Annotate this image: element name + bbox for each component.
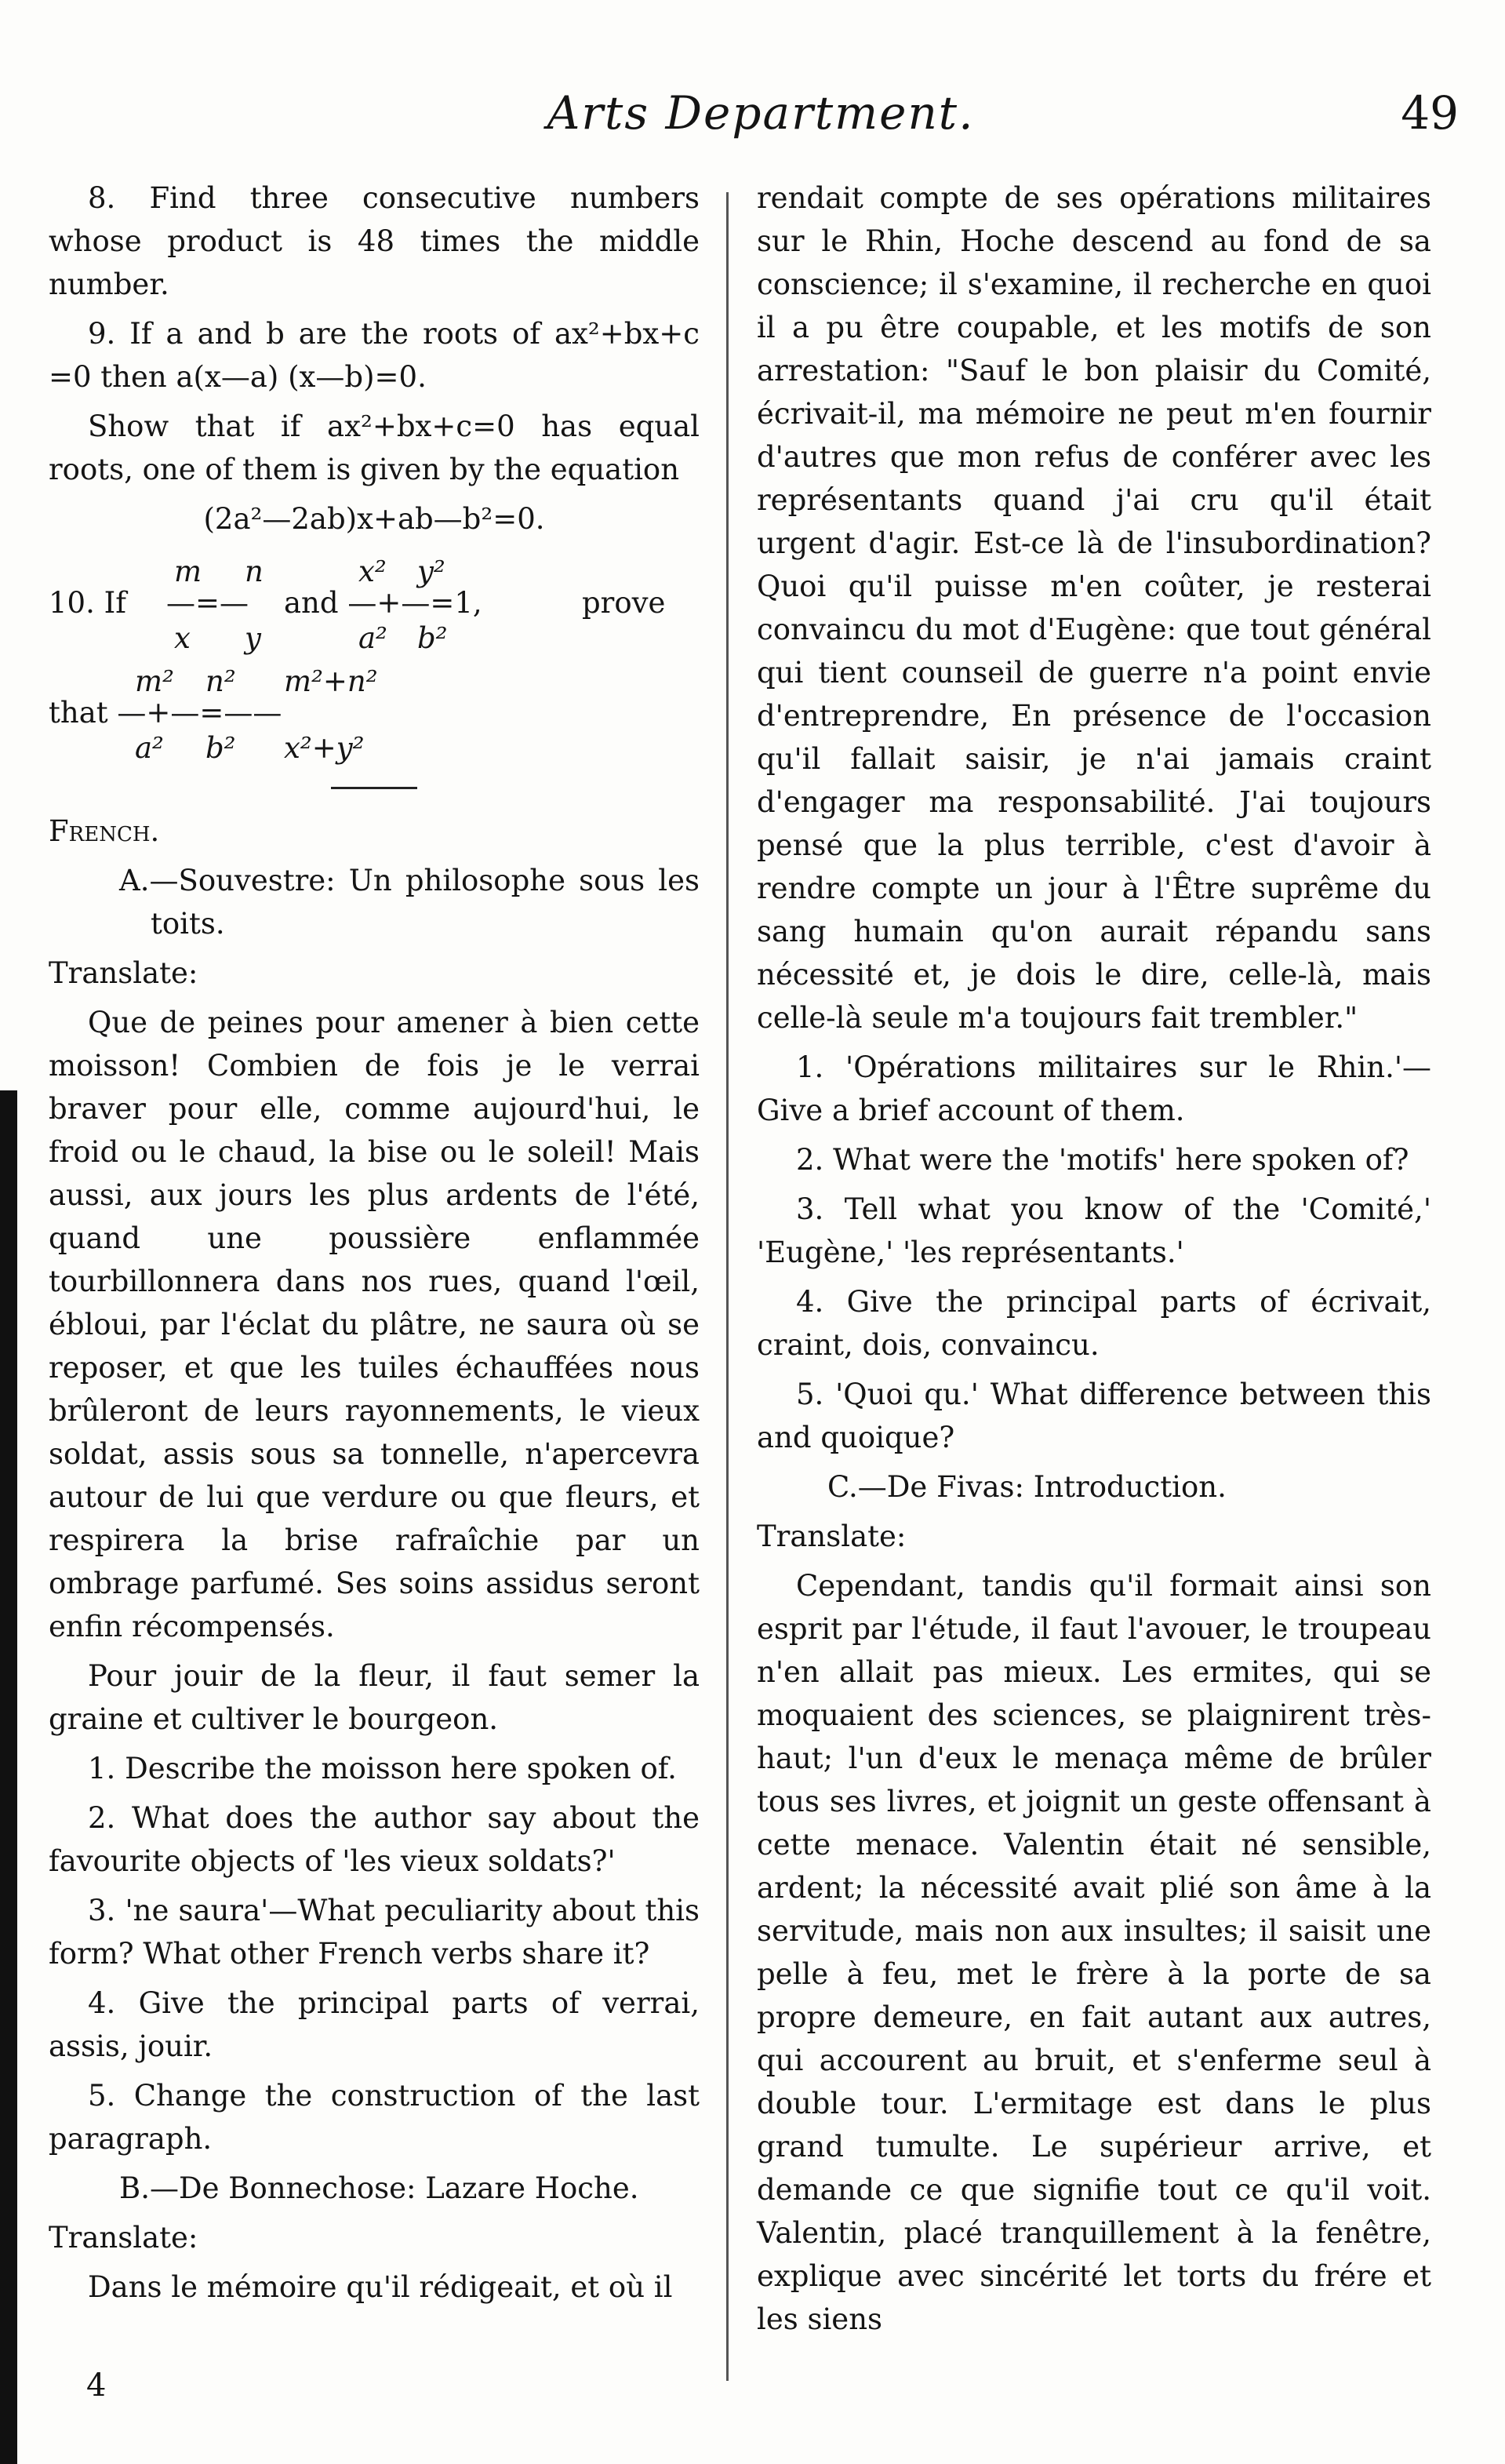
section-c-heading: C.—De Fivas: Introduction. <box>827 1470 1227 1504</box>
q10-that: that —+—=—— <box>49 696 282 730</box>
frac-a2: a² <box>358 621 387 655</box>
frac-n: n <box>245 555 264 588</box>
running-title: Arts Department. <box>547 86 975 140</box>
passage-b-continued: rendait compte de ses opérations militaires sur le Rhin, Hoche descend au fond de sa conscience; il s'examine, il recherche en quoi il a pu être coupable, et les motifs de son arrestation: "Sauf le bon plaisir du Comité, écrivait-il, ma mémoire ne peut m'en fournir d'autres que mon refus de conférer avec les représentants quand j'ai cru qu'il était urgent d'agir. Est-ce là de l'insubordination? Quoi qu'il puisse m'en coûter, je resterai convaincu du mot d'Eugène: que tout général qui tient counseil de guerre n'a point envie d'entreprendre, En présence de l'occasion qu'il fallait saisir, je n'ai jamais craint d'engager ma responsabilité. J'ai toujours pensé que la plus terrible, c'est d'avoir à rendre compte un jour à l'Être suprême du sang humain qu'on aurait répandu sans nécessité et, je dois le dire, celle-là, mais celle-là seule m'a toujours fait trembler." <box>757 181 1431 1035</box>
passage-a: Que de peines pour amener à bien cette moisson! Combien de fois je le verrai braver pour elle, comme aujourd'hui, le froid ou le chaud, la bise ou le soleil! Mais aussi, aux jours les plus ardents de l'été, quand une poussière enflammée tourbillonnera dans nos rues, quand l'œil, ébloui, par l'éclat du plâtre, ne saura où se reposer, et que les tuiles échauffées nous brûleront de leurs rayonnements, le vieux soldat, assis sous sa tonnelle, n'apercevra autour de lui que verdure ou que fleurs, et respirera la brise rafraîchie par un ombrage parfumé. Ses soins assidus seront enfin récompensés. <box>49 1006 700 1643</box>
question-b3: 3. Tell what you know of the 'Comité,' 'Eugène,' 'les représentants.' <box>757 1192 1431 1269</box>
q10-prove: prove <box>582 586 666 620</box>
passage-c: Cependant, tandis qu'il formait ainsi son esprit par l'étude, il faut l'avouer, le troupeau n'en allait pas mieux. Les ermites, qui se moquaient des sciences, se plaignirent très-haut; l'un d'eux le menaça même de brûler tous ses livres, et joignit un geste offensant à cette menace. Valentin était né sensible, ardent; la nécessité avait plié son âme à la servitude, mais non aux insultes; il saisit une pelle à feu, met le frère à la porte de sa propre demeure, en fait autant aux autres, qui accourent au bruit, et s'enferme seul à double tour. L'ermitage est dans le plus grand tumulte. Le supérieur arrive, et demande ce que signifie tout ce qu'il voit. Valentin, placé tranquillement à la fenêtre, explique avec sincérité let torts du frére et les siens <box>757 1569 1431 2336</box>
question-9-equation: (2a²—2ab)x+ab—b²=0. <box>203 502 545 536</box>
frac-m2: m² <box>135 664 174 698</box>
question-a5: 5. Change the construction of the last paragraph. <box>49 2079 700 2156</box>
question-b4: 4. Give the principal parts of écrivait, craint, dois, convaincu. <box>757 1285 1431 1362</box>
question-9: 9. If a and b are the roots of ax²+bx+c =0 then a(x—a) (x—b)=0. <box>49 317 700 394</box>
frac-b2: b² <box>417 621 448 655</box>
q10-and: and —+—=1, <box>284 586 482 620</box>
passage-b-start: Dans le mémoire qu'il rédigeait, et où il <box>88 2270 673 2304</box>
frac-n2: n² <box>205 664 236 698</box>
translate-label-c: Translate: <box>757 1520 907 1553</box>
question-b1: 1. 'Opérations militaires sur le Rhin.'—Give a brief account of them. <box>757 1050 1431 1127</box>
left-column <box>49 177 700 2315</box>
translate-label-b: Translate: <box>49 2221 198 2255</box>
q10-equals: —=— <box>166 586 249 620</box>
frac-b2-bottom: b² <box>205 731 236 765</box>
section-b-heading: B.—De Bonnechose: Lazare Hoche. <box>119 2171 639 2205</box>
question-9-part-b: Show that if ax²+bx+c=0 has equal roots, one of them is given by the equation <box>49 409 700 486</box>
section-a-heading: A.—Souvestre: Un philosophe sous les toits. <box>119 864 700 941</box>
page-header <box>63 86 1459 157</box>
question-8: 8. Find three consecutive numbers whose product is 48 times the middle number. <box>49 181 700 301</box>
question-b2: 2. What were the 'motifs' here spoken of? <box>796 1143 1409 1177</box>
scan-edge-shadow <box>0 1090 17 2464</box>
question-b5: 5. 'Quoi qu.' What difference between this and quoique? <box>757 1378 1431 1454</box>
translate-label-a: Translate: <box>49 956 198 990</box>
question-a3: 3. 'ne saura'—What peculiarity about this form? What other French verbs share it? <box>49 1894 700 1971</box>
question-10-fractions <box>49 550 700 770</box>
question-a2: 2. What does the author say about the favourite objects of 'les vieux soldats?' <box>49 1801 700 1878</box>
column-divider <box>726 192 729 2381</box>
frac-x: x <box>174 621 191 655</box>
frac-x2: x² <box>358 555 387 588</box>
frac-m2n2: m²+n² <box>284 664 378 698</box>
section-rule <box>331 787 417 789</box>
page-number: 49 <box>1401 86 1459 140</box>
q10-label: 10. If <box>49 586 126 620</box>
frac-x2y2: x²+y² <box>284 731 365 765</box>
frac-y2: y² <box>417 555 445 588</box>
french-label: French. <box>49 814 160 848</box>
passage-a-last: Pour jouir de la fleur, il faut semer la graine et cultiver le bourgeon. <box>49 1659 700 1736</box>
frac-m: m <box>174 555 202 588</box>
question-a1: 1. Describe the moisson here spoken of. <box>88 1752 677 1785</box>
right-column <box>757 177 1431 2347</box>
frac-a2-bottom: a² <box>135 731 164 765</box>
signature-mark: 4 <box>86 2368 107 2404</box>
question-a4: 4. Give the principal parts of verrai, assis, jouir. <box>49 1986 700 2063</box>
frac-y: y <box>245 621 261 655</box>
